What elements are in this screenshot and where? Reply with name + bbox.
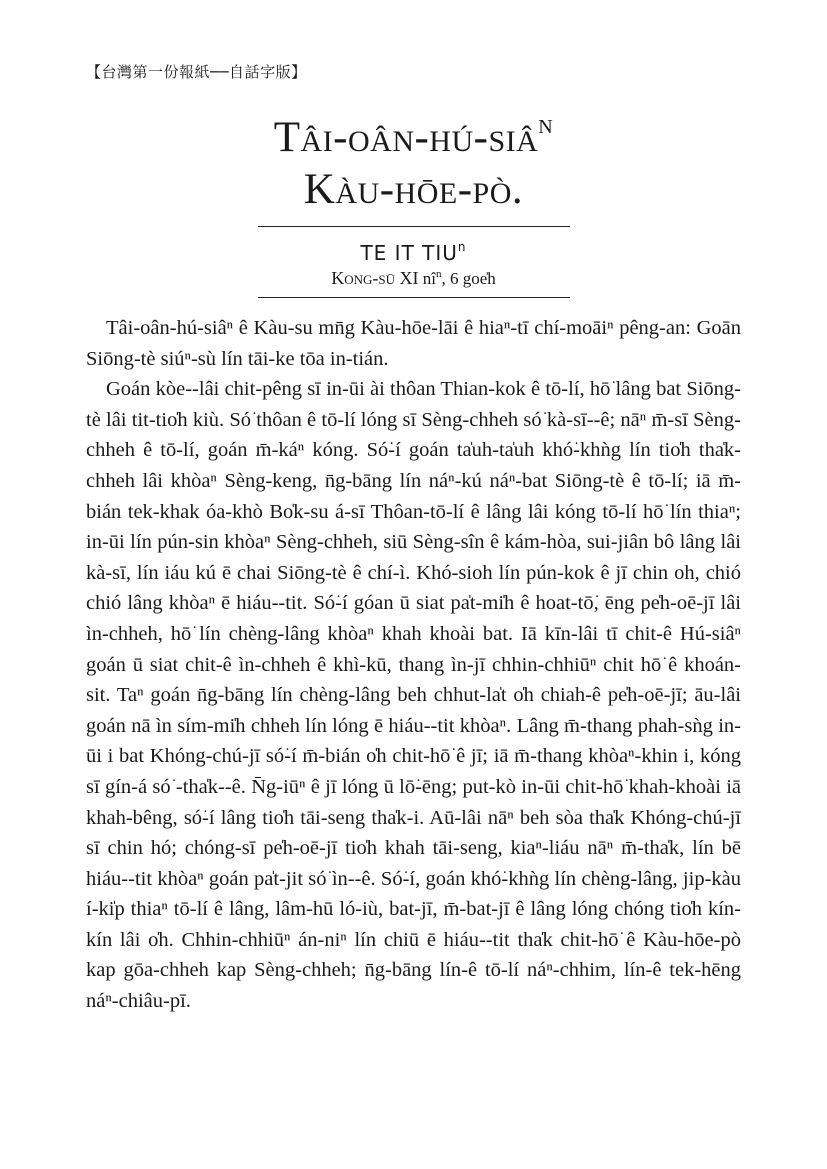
article-paragraph-2: Goán kòe--lâi chit-pêng sī in-ūi ài thôan Thian-kok ê tō-lí, hō͘ lâng bat Siōng-tè lâi tit-tio̍h kiù. Só͘ thôan ê tō-lí lóng sī Sèng-chheh só͘ kà-sī--ê; nāⁿ m̄-sī Sèng-chheh ê tō-lí, goán m̄-káⁿ kóng. Só͘-í goán ta̍uh-ta̍uh khó͘-khǹg lín tio̍h tha̍k-chheh lâi khòaⁿ Sèng-keng, n̄g-bāng lín náⁿ-kú náⁿ-bat Siōng-tè ê tō-lí; iā m̄-bián tek-khak óa-khò Bo̍k-su á-sī Thôan-tō-lí ê lâng lâi kóng tō-lí hō͘ lín thiaⁿ; in-ūi lín pún-sin khòaⁿ Sèng-chheh, siū Sèng-sîn ê kám-hòa, sui-jiân bô lâng lâi kà-sī, lín iáu kú ē chai Siōng-tè ê chí-ì. Khó-sioh lín pún-kok ê jī chin oh, chió chió lâng khòaⁿ ē hiáu--tit. Só͘-í góan ū siat pa̍t-mi̍h ê hoat-tō͘, ēng pe̍h-oē-jī lâi ìn-chheh, hō͘ lín chèng-lâng khòaⁿ khah khoài bat. Iā kīn-lâi tī chit-ê Hú-siâⁿ goán ū siat chit-ê ìn-chheh ê khì-kū, thang ìn-jī chhin-chhiūⁿ chit hō͘ ê khoán-sit. Taⁿ goán n̄g-bāng lín chèng-lâng beh chhut-la̍t o̍h chiah-ê pe̍h-oē-jī; āu-lâi goán nā ìn sím-mi̍h chheh lín lóng ē hiáu--tit khòaⁿ. Lâng m̄-thang phah-sǹg in-ūi i bat Khóng-chú-jī só͘-í m̄-bián o̍h chit-hō͘ ê jī; iā m̄-thang khòaⁿ-khin i, kóng sī gín-á só͘ -tha̍k--ê. N̄g-iūⁿ ê jī lóng ū lō͘-ēng; put-kò in-ūi chit-hō͘ khah-khoài iā khah-bêng, só͘-í lâng tio̍h tāi-seng tha̍k-i. Aū-lâi nāⁿ beh sòa tha̍k Khóng-chú-jī sī chin hó; chóng-sī pe̍h-oē-jī tio̍h khah tāi-seng, kiaⁿ-liáu nāⁿ m̄-tha̍k, lín bē hiáu--tit khòaⁿ goán pa̍t-jit só͘ ìn--ê. Só͘-í, goán khó͘-khǹg lín chèng-lâng, jip-kàu í-ki̍p thiaⁿ tō-lí ê lâng, lâm-hū ló-iù, bat-jī, m̄-bat-jī ê lâng lóng chóng tio̍h kín-kín lâi o̍h. Chhin-chhiūⁿ án-niⁿ lín chiū ē hiáu--tit tha̍k chit-hō͘ ê Kàu-hōe-pò kap gōa-chheh kap Sèng-chheh; n̄g-bāng lín-ê tō-lí náⁿ-chhim, lín-ê tek-hēng náⁿ-chiâu-pī. (86, 378, 741, 1013)
article-paragraph-1: Tâi-oân-hú-siâⁿ ê Kàu-su mn̄g Kàu-hōe-lāi ê hiaⁿ-tī chí-moāiⁿ pêng-an: Goān Siōng-tè siúⁿ-sù lín tāi-ke tōa in-tián. (86, 317, 741, 370)
date-month: , 6 goe̍h (441, 269, 496, 288)
title-line-1-text: Tâi-oân-hú-siâ (273, 114, 539, 161)
issue-text: TE IT TIU (360, 241, 458, 265)
date-superscript: n (435, 268, 442, 280)
masthead (0, 112, 827, 298)
newspaper-title-line-2: Kàu-hōe-pò. (303, 166, 524, 213)
issue-number (0, 240, 827, 266)
title-line-1-superscript: N (538, 116, 554, 138)
date-era: Kong-sū XI (331, 268, 419, 288)
dateline (0, 266, 827, 291)
date-year-word: nî (418, 269, 436, 288)
newspaper-title-line-1 (0, 112, 827, 164)
article-body (86, 313, 741, 1017)
masthead-top-rule (258, 226, 570, 227)
issue-superscript: n (457, 240, 467, 254)
masthead-bottom-rule (258, 297, 570, 298)
section-tag: 【台灣第一份報紙──自話字版】 (86, 63, 307, 81)
